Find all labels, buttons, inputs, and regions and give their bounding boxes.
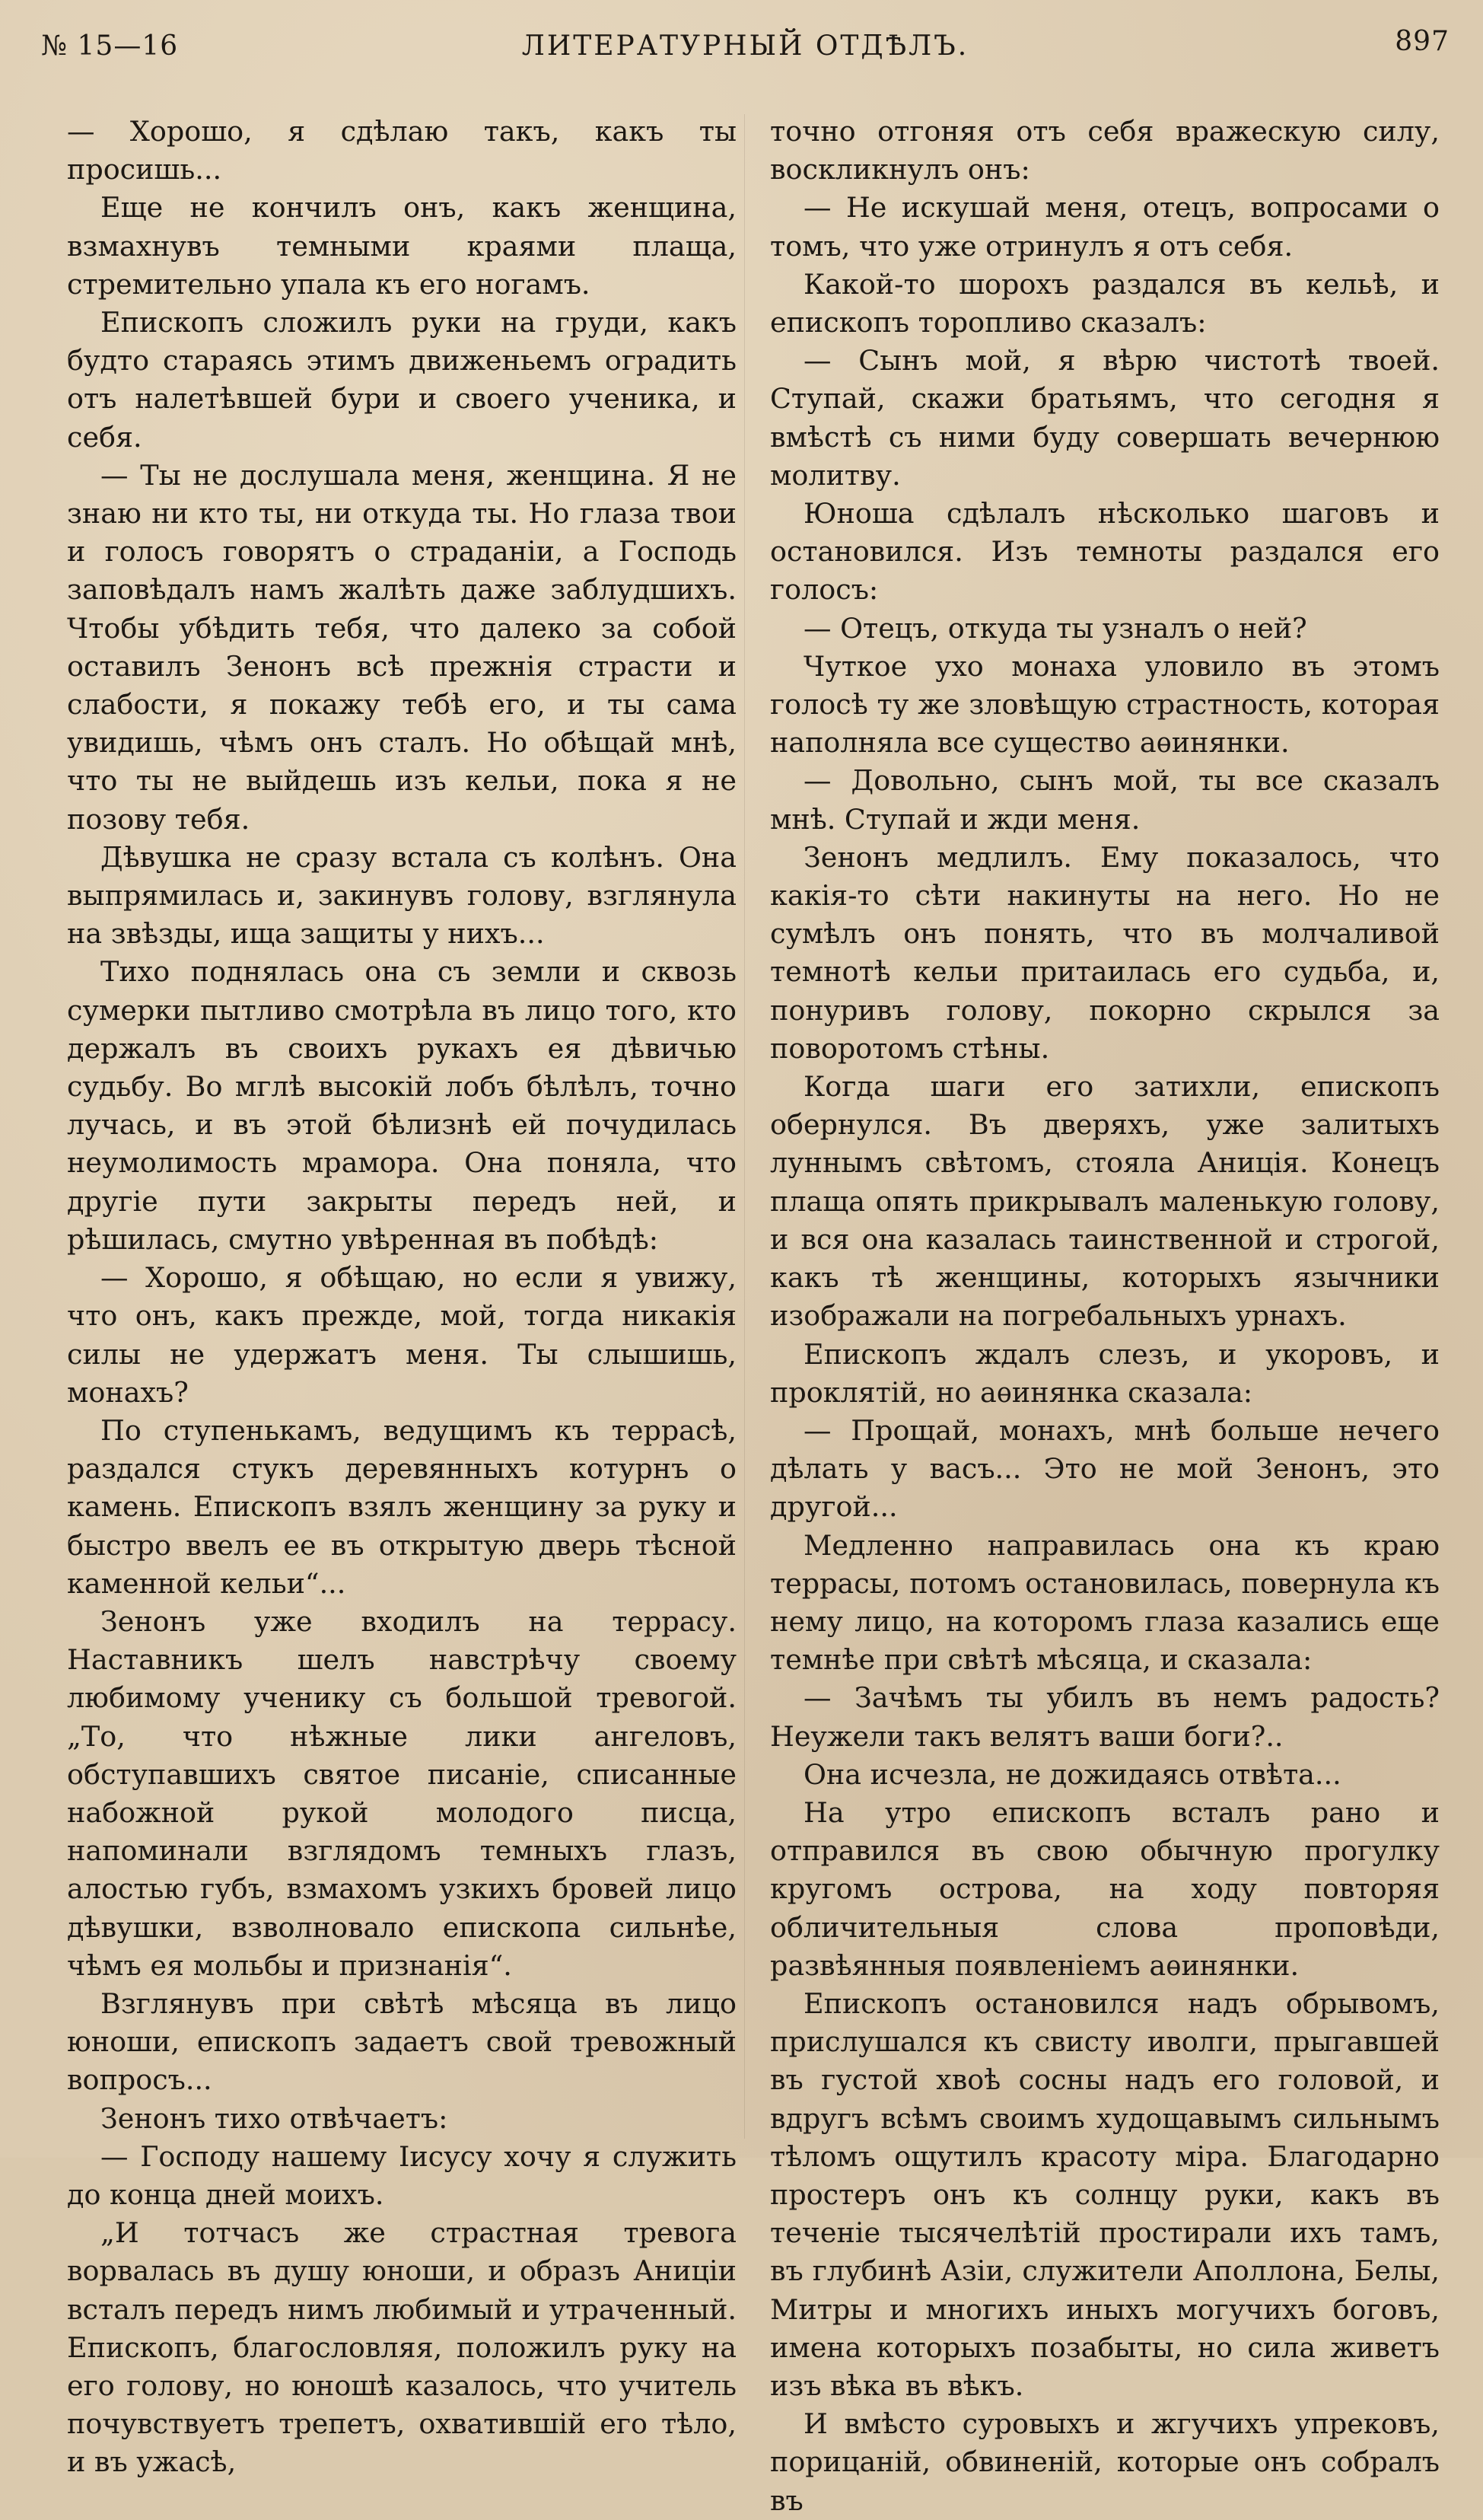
paragraph: Епископъ сложилъ руки на груди, какъ будто стараясь этимъ движеньемъ оградить отъ налетѣвшей бури и своего ученика, и себя. (67, 306, 737, 454)
right-text-column (770, 113, 1440, 2517)
paragraph: — Хорошо, я обѣщаю, но если я увижу, что онъ, какъ прежде, мой, тогда никакія силы не удержатъ меня. Ты слышишь, монахъ? (67, 1261, 737, 1409)
paragraph: Взглянувъ при свѣтѣ мѣсяца въ лицо юноши, епископъ задаетъ свой тревожный вопросъ... (67, 1986, 737, 2097)
paragraph: Какой-то шорохъ раздался въ кельѣ, и епископъ торопливо сказалъ: (770, 267, 1440, 339)
paragraph: — Ты не дослушала меня, женщина. Я не знаю ни кто ты, ни откуда ты. Но глаза твои и голосъ говорятъ о страданіи, а Господь заповѣдалъ намъ жалѣть даже заблудшихъ. Чтобы убѣдить тебя, что далеко за собой оставилъ Зенонъ всѣ прежнія страсти и слабости, я покажу тебѣ его, и ты сама увидишь, чѣмъ онъ сталъ. Но обѣщай мнѣ, что ты не выйдешь изъ кельи, пока я не позову тебя. (67, 458, 737, 836)
paragraph: — Сынъ мой, я вѣрю чистотѣ твоей. Ступай, скажи братьямъ, что сегодня я вмѣстѣ съ ними буду совершать вечернюю молитву. (770, 344, 1440, 492)
paragraph: Медленно направилась она къ краю террасы, потомъ остановилась, повернула къ нему лицо, на которомъ глаза казались еще темнѣе при свѣтѣ мѣсяца, и сказала: (770, 1528, 1440, 1677)
paragraph: „И тотчасъ же страстная тревога ворвалась въ душу юноши, и образъ Аниціи всталъ передъ нимъ любимый и утраченный. Епископъ, благословляя, положилъ руку на его голову, но юношѣ казалось, что учитель почувствуетъ трепетъ, охватившій его тѣло, и въ ужасѣ, (67, 2216, 737, 2479)
paragraph: — Не искушай меня, отецъ, вопросами о томъ, что уже отринулъ я отъ себя. (770, 191, 1440, 263)
paragraph: Зенонъ уже входилъ на террасу. Наставникъ шелъ навстрѣчу своему любимому ученику съ большой тревогой. „То, что нѣжные лики ангеловъ, обступавшихъ святое писаніе, списанные набожной рукой молодого писца, напоминали взглядомъ темныхъ глазъ, алостью губъ, взмахомъ узкихъ бровей лицо дѣвушки, взволновало епископа сильнѣе, чѣмъ ея мольбы и признанія“. (67, 1604, 737, 1982)
paragraph: точно отгоняя отъ себя вражескую силу, воскликнулъ онъ: (770, 115, 1440, 186)
paragraph: Епископъ остановился надъ обрывомъ, прислушался къ свисту иволги, прыгавшей въ густой хвоѣ сосны надъ его головой, и вдругъ всѣмъ своимъ худощавымъ сильнымъ тѣломъ ощутилъ красоту міра. Благодарно простеръ онъ къ солнцу руки, какъ въ теченіе тысячелѣтій простирали ихъ тамъ, въ глубинѣ Азіи, служители Аполлона, Белы, Митры и многихъ иныхъ могучихъ боговъ, имена которыхъ позабыты, но сила живетъ изъ вѣка въ вѣкъ. (770, 1986, 1440, 2402)
paragraph: На утро епископъ всталъ рано и отправился въ свою обычную прогулку кругомъ острова, на ходу повторяя обличительныя слова проповѣди, развѣянныя появленіемъ аѳинянки. (770, 1795, 1440, 1982)
left-text-column (67, 113, 737, 2479)
paragraph: Тихо поднялась она съ земли и сквозь сумерки пытливо смотрѣла въ лицо того, кто держалъ въ своихъ рукахъ ея дѣвичью судьбу. Во мглѣ высокій лобъ бѣлѣлъ, точно лучась, и въ этой бѣлизнѣ ей почудилась неумолимость мрамора. Она поняла, что другіе пути закрыты передъ ней, и рѣшилась, смутно увѣренная въ побѣдѣ: (67, 955, 737, 1256)
paragraph: — Довольно, сынъ мой, ты все сказалъ мнѣ. Ступай и жди меня. (770, 764, 1440, 836)
paragraph: По ступенькамъ, ведущимъ къ террасѣ, раздался стукъ деревянныхъ котурнъ о камень. Епископъ взялъ женщину за руку и быстро ввелъ ее въ открытую дверь тѣсной каменной кельи“... (67, 1413, 737, 1600)
paragraph: Юноша сдѣлалъ нѣсколько шаговъ и остановился. Изъ темноты раздался его голосъ: (770, 497, 1440, 607)
paragraph: — Хорошо, я сдѣлаю такъ, какъ ты просишь... (67, 115, 737, 186)
paragraph: Зенонъ тихо отвѣчаетъ: (100, 2101, 448, 2135)
issue-number: № 15—16 (41, 30, 179, 62)
paragraph: Зенонъ медлилъ. Ему показалось, что какія-то сѣти накинуты на него. Но не сумѣлъ онъ понять, что въ молчаливой темнотѣ кельи притаилась его судьба, и, понуривъ голову, покорно скрылся за поворотомъ стѣны. (770, 840, 1440, 1065)
paragraph: Дѣвушка не сразу встала съ колѣнъ. Она выпрямилась и, закинувъ голову, взглянула на звѣзды, ища защиты у нихъ... (67, 840, 737, 951)
paragraph: И вмѣсто суровыхъ и жгучихъ упрековъ, порицаній, обвиненій, которые онъ собралъ въ (770, 2407, 1440, 2517)
paragraph: Чуткое ухо монаха уловило въ этомъ голосѣ ту же зловѣщую страстность, которая наполняла все существо аѳинянки. (770, 649, 1440, 760)
paragraph: Когда шаги его затихли, епископъ обернулся. Въ дверяхъ, уже залитыхъ луннымъ свѣтомъ, стояла Аниція. Конецъ плаща опять прикрывалъ маленькую голову, и вся она казалась таинственной и строгой, какъ тѣ женщины, которыхъ язычники изображали на погребальныхъ урнахъ. (770, 1070, 1440, 1333)
page-header (41, 26, 1450, 70)
paragraph: — Господу нашему Іисусу хочу я служить до конца дней моихъ. (67, 2139, 737, 2211)
section-title: ЛИТЕРАТУРНЫЙ ОТДѢЛЪ. (521, 30, 969, 62)
paragraph: Еще не кончилъ онъ, какъ женщина, взмахнувъ темными краями плаща, стремительно упала къ его ногамъ. (67, 191, 737, 301)
paragraph: — Зачѣмъ ты убилъ въ немъ радость? Неужели такъ велятъ ваши боги?.. (770, 1681, 1440, 1753)
paragraph: — Прощай, монахъ, мнѣ больше нечего дѣлать у васъ... Это не мой Зенонъ, это другой... (770, 1413, 1440, 1524)
paragraph: Епископъ ждалъ слезъ, и укоровъ, и проклятій, но аѳинянка сказала: (770, 1337, 1440, 1409)
paragraph: — Отецъ, откуда ты узналъ о ней? (804, 611, 1307, 645)
column-gutter (744, 114, 745, 2139)
page-number: 897 (1395, 26, 1450, 57)
paragraph: Она исчезла, не дожидаясь отвѣта... (804, 1757, 1341, 1791)
